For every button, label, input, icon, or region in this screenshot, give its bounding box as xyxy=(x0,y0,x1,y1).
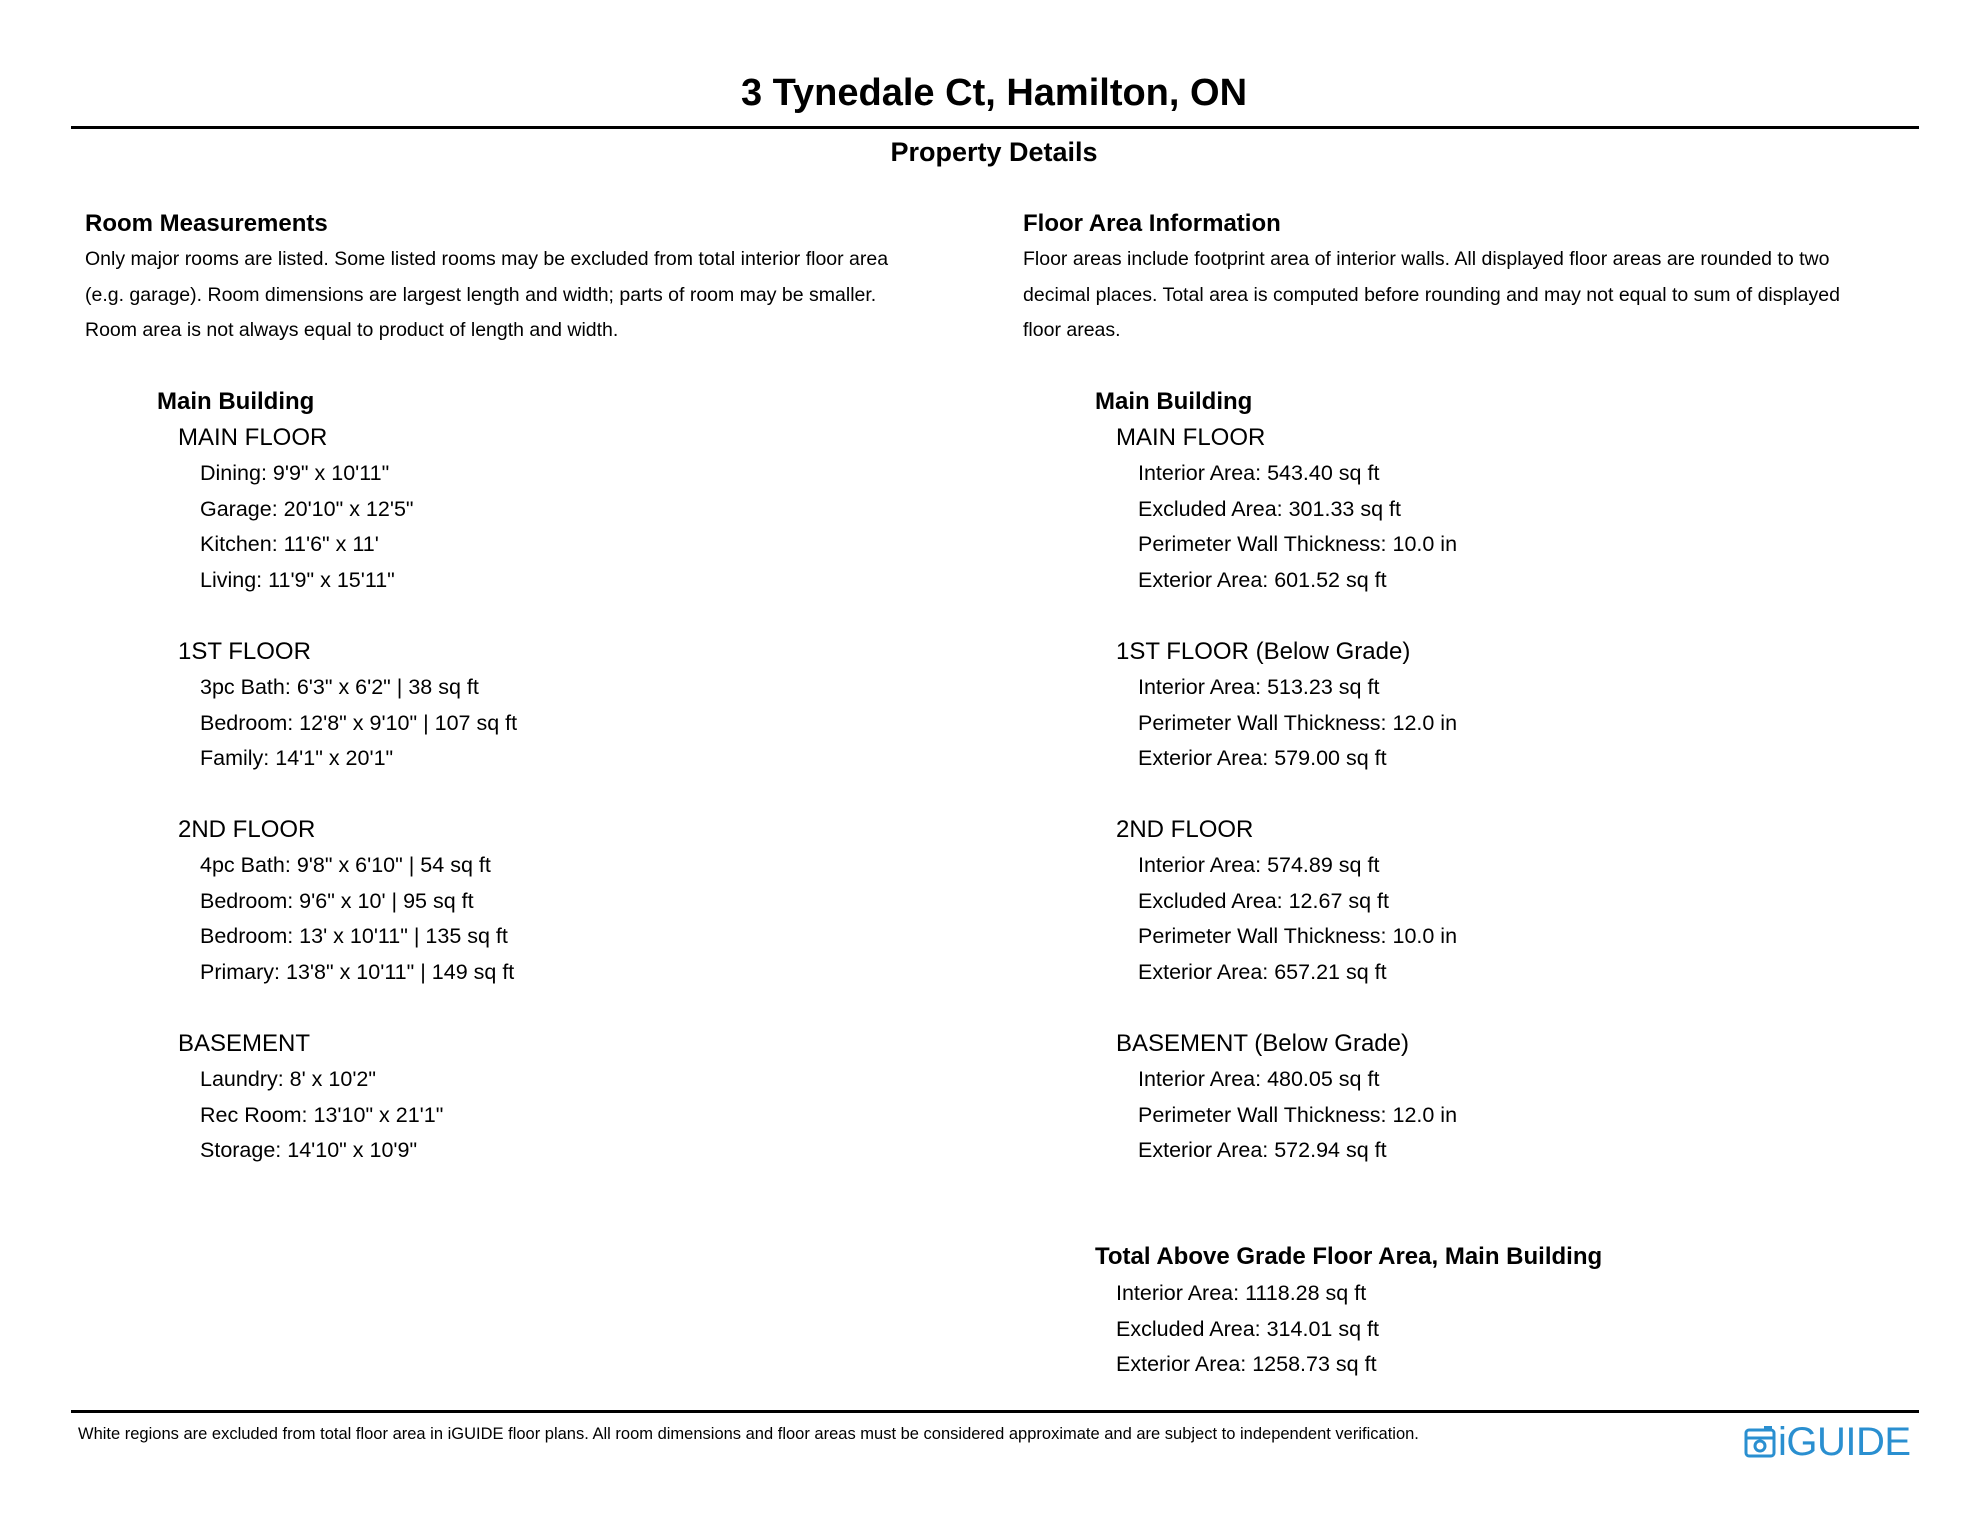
room-measurements-heading: Room Measurements xyxy=(85,210,328,237)
room-item: 4pc Bath: 9'8" x 6'10" | 54 sq ft xyxy=(200,853,491,877)
area-floor-main xyxy=(1116,420,1457,598)
total-area-item: Exterior Area: 1258.73 sq ft xyxy=(1116,1352,1377,1376)
area-item: Perimeter Wall Thickness: 12.0 in xyxy=(1138,1102,1458,1127)
room-item: 3pc Bath: 6'3" x 6'2" | 38 sq ft xyxy=(200,675,479,699)
area-item: Interior Area: 574.89 sq ft xyxy=(1138,853,1380,877)
floor-area-intro: Floor areas include footprint area of interior walls. All displayed floor areas are rounded to two decimal places. Total area is computed before rounding and may not equal to sum of displayed floor areas. xyxy=(1023,248,1840,341)
area-floor-name: MAIN FLOOR xyxy=(1116,424,1266,451)
total-area-title: Total Above Grade Floor Area, Main Building xyxy=(1095,1243,1603,1270)
room-measurements-intro: Only major rooms are listed. Some listed rooms may be excluded from total interior floor area (e.g. garage). Room dimensions are largest length and width; parts of room may be smaller. Room area is not always equal to product of length and width. xyxy=(85,248,889,341)
iguide-logo-text: iGUIDE xyxy=(1778,1420,1911,1464)
area-floor-basement xyxy=(1116,1026,1457,1169)
header-divider xyxy=(71,126,1919,129)
area-building-title: Main Building xyxy=(1095,388,1253,415)
room-item: Laundry: 8' x 10'2" xyxy=(200,1067,377,1091)
room-item: Bedroom: 13' x 10'11" | 135 sq ft xyxy=(200,924,508,948)
total-area-item: Excluded Area: 314.01 sq ft xyxy=(1116,1316,1379,1341)
room-measurements-section xyxy=(85,206,985,349)
area-floor-2nd xyxy=(1116,812,1457,990)
area-item: Excluded Area: 12.67 sq ft xyxy=(1138,888,1389,913)
room-building-title: Main Building xyxy=(157,388,315,415)
room-floor-basement xyxy=(178,1026,443,1169)
room-floor-name: MAIN FLOOR xyxy=(178,424,328,451)
area-item: Interior Area: 543.40 sq ft xyxy=(1138,461,1380,485)
room-item: Garage: 20'10" x 12'5" xyxy=(200,496,414,521)
total-area-item: Interior Area: 1118.28 sq ft xyxy=(1116,1281,1367,1305)
area-item: Interior Area: 513.23 sq ft xyxy=(1138,675,1380,699)
room-item: Kitchen: 11'6" x 11' xyxy=(200,532,379,556)
room-item: Bedroom: 12'8" x 9'10" | 107 sq ft xyxy=(200,710,518,735)
total-area-list xyxy=(1116,1276,1379,1383)
room-floor-main xyxy=(178,420,414,598)
room-item: Family: 14'1" x 20'1" xyxy=(200,746,394,770)
room-item: Primary: 13'8" x 10'11" | 149 sq ft xyxy=(200,959,515,984)
room-item: Living: 11'9" x 15'11" xyxy=(200,567,395,592)
iguide-logo xyxy=(1744,1420,1911,1464)
area-item: Exterior Area: 579.00 sq ft xyxy=(1138,746,1387,770)
area-item: Exterior Area: 601.52 sq ft xyxy=(1138,567,1387,592)
footer-divider xyxy=(71,1410,1919,1413)
area-item: Interior Area: 480.05 sq ft xyxy=(1138,1067,1380,1091)
area-item: Perimeter Wall Thickness: 12.0 in xyxy=(1138,710,1458,735)
room-item: Dining: 9'9" x 10'11" xyxy=(200,461,390,485)
room-item: Storage: 14'10" x 10'9" xyxy=(200,1138,418,1162)
room-floor-1st xyxy=(178,634,517,777)
room-floor-name: BASEMENT xyxy=(178,1030,311,1057)
page-title: 3 Tynedale Ct, Hamilton, ON xyxy=(740,72,1248,114)
room-floor-name: 1ST FLOOR xyxy=(178,638,311,665)
area-floor-1st xyxy=(1116,634,1457,777)
area-floor-name: 2ND FLOOR xyxy=(1116,816,1254,843)
floor-area-section xyxy=(1023,206,1923,349)
area-item: Excluded Area: 301.33 sq ft xyxy=(1138,496,1401,521)
area-item: Perimeter Wall Thickness: 10.0 in xyxy=(1138,924,1458,948)
room-floor-2nd xyxy=(178,812,514,990)
area-item: Perimeter Wall Thickness: 10.0 in xyxy=(1138,532,1458,556)
area-item: Exterior Area: 572.94 sq ft xyxy=(1138,1138,1387,1162)
page-subtitle: Property Details xyxy=(890,137,1098,167)
room-item: Bedroom: 9'6" x 10' | 95 sq ft xyxy=(200,888,474,913)
area-item: Exterior Area: 657.21 sq ft xyxy=(1138,959,1387,984)
area-floor-name: BASEMENT (Below Grade) xyxy=(1116,1030,1409,1057)
camera-box-icon xyxy=(1744,1425,1776,1459)
footer-disclaimer: White regions are excluded from total floor area in iGUIDE floor plans. All room dimensions and floor areas must be considered approximate and are subject to independent verification. xyxy=(78,1425,1419,1443)
room-item: Rec Room: 13'10" x 21'1" xyxy=(200,1102,444,1127)
room-floor-name: 2ND FLOOR xyxy=(178,816,316,843)
floor-area-heading: Floor Area Information xyxy=(1023,210,1281,237)
area-floor-name: 1ST FLOOR (Below Grade) xyxy=(1116,638,1411,665)
